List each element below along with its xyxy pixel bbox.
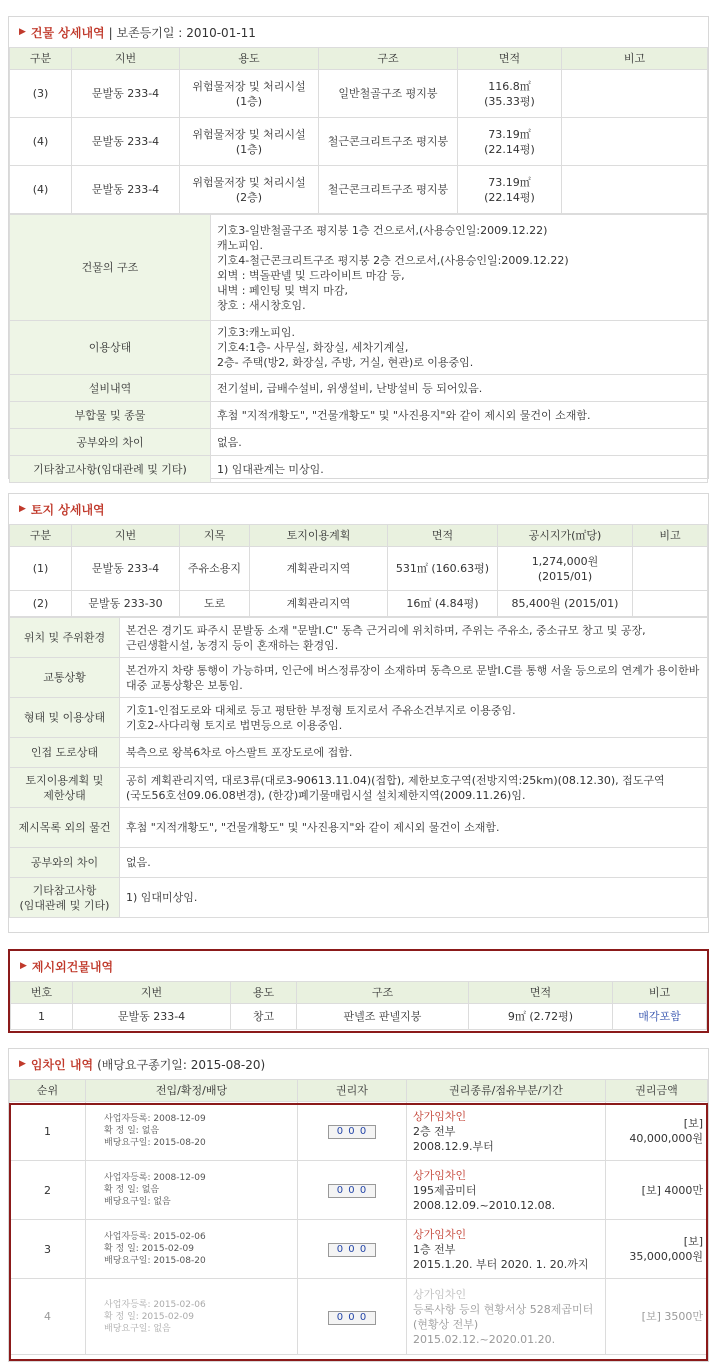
triangle-icon: ▶: [20, 961, 27, 971]
rights-cell: [407, 1279, 606, 1355]
building-section: [8, 16, 709, 479]
holder-button[interactable]: 0 0 0: [328, 1243, 376, 1257]
dates-cell: 사업자등록: 2008-12-09 확 정 일: 없음 배당요구일: 없음: [86, 1161, 298, 1220]
detail-row: [10, 456, 708, 483]
rights-type: 상가임차인: [413, 1168, 467, 1182]
building-section-title: [9, 17, 708, 47]
col-header: 토지이용계획: [250, 525, 388, 547]
amount-cell: [보] 35,000,000원: [606, 1220, 708, 1279]
table-row: [10, 591, 708, 617]
detail-label: 인접 도로상태: [10, 738, 120, 768]
cell: 116.8㎡ (35.33평): [458, 70, 562, 118]
col-header: 전입/확정/배당: [86, 1080, 298, 1102]
holder-cell: [298, 1102, 407, 1161]
rights-type: 상가임차인: [413, 1227, 467, 1241]
cell: 판넬조 판넬지붕: [297, 1004, 469, 1030]
detail-label: 설비내역: [10, 375, 211, 402]
detail-label: 기타참고사항(임대관례 및 기타): [10, 878, 120, 918]
dates-cell: 사업자등록: 2015-02-06 확 정 일: 2015-02-09 배당요구일: 없음: [86, 1279, 298, 1355]
detail-row: [10, 429, 708, 456]
extra-section-title: [10, 951, 707, 981]
cell: 531㎡ (160.63평): [388, 547, 498, 591]
rights-cell: [407, 1161, 606, 1220]
detail-row: [10, 375, 708, 402]
holder-button[interactable]: 0 0 0: [328, 1125, 376, 1139]
land-section-title: [9, 494, 708, 524]
detail-label: 제시목록 외의 물건: [10, 808, 120, 848]
detail-value: 기호1-인접도로와 대체로 등고 평탄한 부정형 토지로서 주유소건부지로 이용중임. 기호2-사다리형 토지로 법면등으로 이용중임.: [120, 698, 708, 738]
rank-cell: 2: [10, 1161, 86, 1220]
detail-value: 기호3-일반철골구조 평지붕 1층 건으로서,(사용승인일:2009.12.22) 캐노피임. 기호4-철근콘크리트구조 평지붕 2층 건으로서,(사용승인일:2009.12.22) 외벽 : 벽돌판넬 및 드라이비트 마감 등, 내벽 : 페인팅 및 벽지 마감, 창호 : 새시창호임.: [211, 215, 708, 321]
col-header: 구분: [10, 48, 72, 70]
table-row: [10, 1220, 708, 1279]
detail-value: 북측으로 왕복6차로 아스팔트 포장도로에 접함.: [120, 738, 708, 768]
col-header: 구조: [319, 48, 458, 70]
registration-label: 보존등기일 :: [116, 25, 183, 40]
amount-cell: [보] 4000만: [606, 1161, 708, 1220]
detail-value: 후첨 "지적개황도", "건물개황도" 및 "사진용지"와 같이 제시외 물건이 소재함.: [120, 808, 708, 848]
tenant-section-title: [9, 1049, 708, 1079]
cell: 16㎡ (4.84평): [388, 591, 498, 617]
rights-detail: 1층 전부 2015.1.20. 부터 2020. 1. 20.까지: [413, 1242, 589, 1271]
cell: 위험물저장 및 처리시설 (1층): [180, 118, 319, 166]
extra-building-section: [8, 949, 709, 1033]
col-header: 지목: [180, 525, 250, 547]
registration-date: 2010-01-11: [186, 25, 256, 40]
col-header: 용도: [180, 48, 319, 70]
triangle-icon: ▶: [19, 1059, 26, 1069]
rights-detail: 195제곱미터 2008.12.09.~2010.12.08.: [413, 1183, 556, 1212]
rights-detail: 등록사항 등의 현황서상 528제곱미터(현황상 전부) 2015.02.12.~2020.01.20.: [413, 1302, 594, 1346]
col-header: 면적: [458, 48, 562, 70]
col-header: 구분: [10, 525, 72, 547]
table-row: [10, 118, 708, 166]
detail-row: [10, 321, 708, 375]
table-row: [10, 70, 708, 118]
rights-type: 상가임차인: [413, 1109, 467, 1123]
col-header: 면적: [469, 982, 613, 1004]
detail-label: 토지이용계획 및 제한상태: [10, 768, 120, 808]
dates-cell: 사업자등록: 2015-02-06 확 정 일: 2015-02-09 배당요구일: 2015-08-20: [86, 1220, 298, 1279]
detail-row: [10, 738, 708, 768]
table-row: [10, 547, 708, 591]
cell: 일반철골구조 평지붕: [319, 70, 458, 118]
detail-label: 위치 및 주위환경: [10, 618, 120, 658]
cell: (2): [10, 591, 72, 617]
detail-value: 기호3:캐노피임. 기호4:1층- 사무실, 화장실, 세차기계실, 2층- 주택(방2, 화장실, 주방, 거실, 현관)로 이용중임.: [211, 321, 708, 375]
col-header: 권리종류/점유부분/기간: [407, 1080, 606, 1102]
col-header: 면적: [388, 525, 498, 547]
table-header-row: [11, 982, 707, 1004]
col-header: 비고: [633, 525, 708, 547]
cell: 위험물저장 및 처리시설 (2층): [180, 166, 319, 214]
building-title: 건물 상세내역: [30, 25, 105, 40]
cell: 73.19㎡ (22.14평): [458, 118, 562, 166]
cell: 철근콘크리트구조 평지붕: [319, 118, 458, 166]
detail-value: 전기설비, 급배수설비, 위생설비, 난방설비 등 되어있음.: [211, 375, 708, 402]
cell: 창고: [231, 1004, 297, 1030]
detail-value: 없음.: [211, 429, 708, 456]
tenant-sub: (배당요구종기일: 2015-08-20): [97, 1057, 266, 1072]
cell: 73.19㎡ (22.14평): [458, 166, 562, 214]
cell: 위험물저장 및 처리시설 (1층): [180, 70, 319, 118]
col-header: 구조: [297, 982, 469, 1004]
detail-label: 부합물 및 종물: [10, 402, 211, 429]
detail-label: 기타참고사항(임대관례 및 기타): [10, 456, 211, 483]
rank-cell: 3: [10, 1220, 86, 1279]
separator: |: [108, 25, 113, 40]
detail-label: 형태 및 이용상태: [10, 698, 120, 738]
cell: 문발동 233-30: [72, 591, 180, 617]
cell: [562, 118, 708, 166]
land-table: [9, 524, 708, 617]
detail-label: 공부와의 차이: [10, 429, 211, 456]
cell: [633, 547, 708, 591]
detail-row: [10, 878, 708, 918]
sale-included-link[interactable]: 매각포함: [613, 1004, 707, 1030]
holder-button[interactable]: 0 0 0: [328, 1184, 376, 1198]
holder-cell: [298, 1161, 407, 1220]
detail-value: 후첨 "지적개황도", "건물개황도" 및 "사진용지"와 같이 제시외 물건이 소재함.: [211, 402, 708, 429]
cell: 주유소용지: [180, 547, 250, 591]
amount-cell: [보] 40,000,000원: [606, 1102, 708, 1161]
dates-cell: 사업자등록: 2008-12-09 확 정 일: 없음 배당요구일: 2015-08-20: [86, 1102, 298, 1161]
land-section: [8, 493, 709, 933]
col-header: 번호: [11, 982, 73, 1004]
tenant-table: [9, 1079, 708, 1355]
detail-label: 교통상황: [10, 658, 120, 698]
building-table: [9, 47, 708, 214]
cell: (4): [10, 166, 72, 214]
table-header-row: [10, 48, 708, 70]
cell: (4): [10, 118, 72, 166]
table-row: [10, 1279, 708, 1355]
cell: 문발동 233-4: [72, 118, 180, 166]
col-header: 용도: [231, 982, 297, 1004]
detail-value: 1) 임대관계는 미상임.: [211, 456, 708, 483]
detail-label: 이용상태: [10, 321, 211, 375]
cell: [562, 166, 708, 214]
extra-title: 제시외건물내역: [31, 959, 114, 974]
cell: 계획관리지역: [250, 591, 388, 617]
land-title: 토지 상세내역: [30, 502, 105, 517]
detail-row: [10, 215, 708, 321]
tenant-section: [8, 1048, 709, 1362]
triangle-icon: ▶: [19, 504, 26, 514]
col-header: 비고: [613, 982, 707, 1004]
extra-building-table: [10, 981, 707, 1030]
holder-cell: [298, 1279, 407, 1355]
detail-row: [10, 808, 708, 848]
detail-row: [10, 698, 708, 738]
cell: 도로: [180, 591, 250, 617]
amount-cell: [보] 3500만: [606, 1279, 708, 1355]
rights-type: 상가임차인: [413, 1287, 467, 1301]
cell: 9㎡ (2.72평): [469, 1004, 613, 1030]
table-header-row: [10, 525, 708, 547]
detail-row: [10, 618, 708, 658]
detail-value: 본건은 경기도 파주시 문발동 소재 "문발I.C" 동측 근거리에 위치하며, 주위는 주유소, 중소규모 창고 및 공장, 근린생활시설, 농경지 등이 혼재하는 환경임.: [120, 618, 708, 658]
cell: 1,274,000원 (2015/01): [498, 547, 633, 591]
triangle-icon: ▶: [19, 27, 26, 37]
rights-cell: [407, 1102, 606, 1161]
cell: 문발동 233-4: [73, 1004, 231, 1030]
cell: [562, 70, 708, 118]
table-row: [10, 1102, 708, 1161]
rights-cell: [407, 1220, 606, 1279]
building-sub: [109, 24, 256, 41]
cell: [633, 591, 708, 617]
detail-row: [10, 768, 708, 808]
cell: 철근콘크리트구조 평지붕: [319, 166, 458, 214]
land-details-table: [9, 617, 708, 918]
detail-label: 건물의 구조: [10, 215, 211, 321]
cell: 문발동 233-4: [72, 166, 180, 214]
cell: 1: [11, 1004, 73, 1030]
col-header: 순위: [10, 1080, 86, 1102]
cell: (3): [10, 70, 72, 118]
holder-cell: [298, 1220, 407, 1279]
detail-value: 본건까지 차량 통행이 가능하며, 인근에 버스정류장이 소재하며 동측으로 문발I.C를 통행 서울 등으로의 연계가 용이한바 대중 교통상황은 보통임.: [120, 658, 708, 698]
col-header: 권리금액: [606, 1080, 708, 1102]
col-header: 권리자: [298, 1080, 407, 1102]
cell: 계획관리지역: [250, 547, 388, 591]
cell: 85,400원 (2015/01): [498, 591, 633, 617]
cell: (1): [10, 547, 72, 591]
col-header: 비고: [562, 48, 708, 70]
detail-value: 1) 임대미상임.: [120, 878, 708, 918]
table-row: [10, 1161, 708, 1220]
building-details-table: [9, 214, 708, 483]
rank-cell: 1: [10, 1102, 86, 1161]
detail-value: 없음.: [120, 848, 708, 878]
rights-detail: 2층 전부 2008.12.9.부터: [413, 1124, 494, 1153]
tenant-title: 임차인 내역: [30, 1057, 94, 1072]
detail-row: [10, 848, 708, 878]
detail-label: 공부와의 차이: [10, 848, 120, 878]
col-header: 지번: [72, 525, 180, 547]
cell: 문발동 233-4: [72, 70, 180, 118]
cell: 문발동 233-4: [72, 547, 180, 591]
col-header: 공시지가(㎡당): [498, 525, 633, 547]
holder-button[interactable]: 0 0 0: [328, 1311, 376, 1325]
detail-row: [10, 658, 708, 698]
detail-value: 공히 계획관리지역, 대로3류(대로3-90613.11.04)(접합), 제한보호구역(전방지역:25km)(08.12.30), 접도구역(국도56호선09.06.08변경), (한강)폐기물매립시설 설치제한지역(2009.11.26)임.: [120, 768, 708, 808]
rank-cell: 4: [10, 1279, 86, 1355]
col-header: 지번: [73, 982, 231, 1004]
table-header-row: [10, 1080, 708, 1102]
detail-row: [10, 402, 708, 429]
table-row: [11, 1004, 707, 1030]
table-row: [10, 166, 708, 214]
col-header: 지번: [72, 48, 180, 70]
